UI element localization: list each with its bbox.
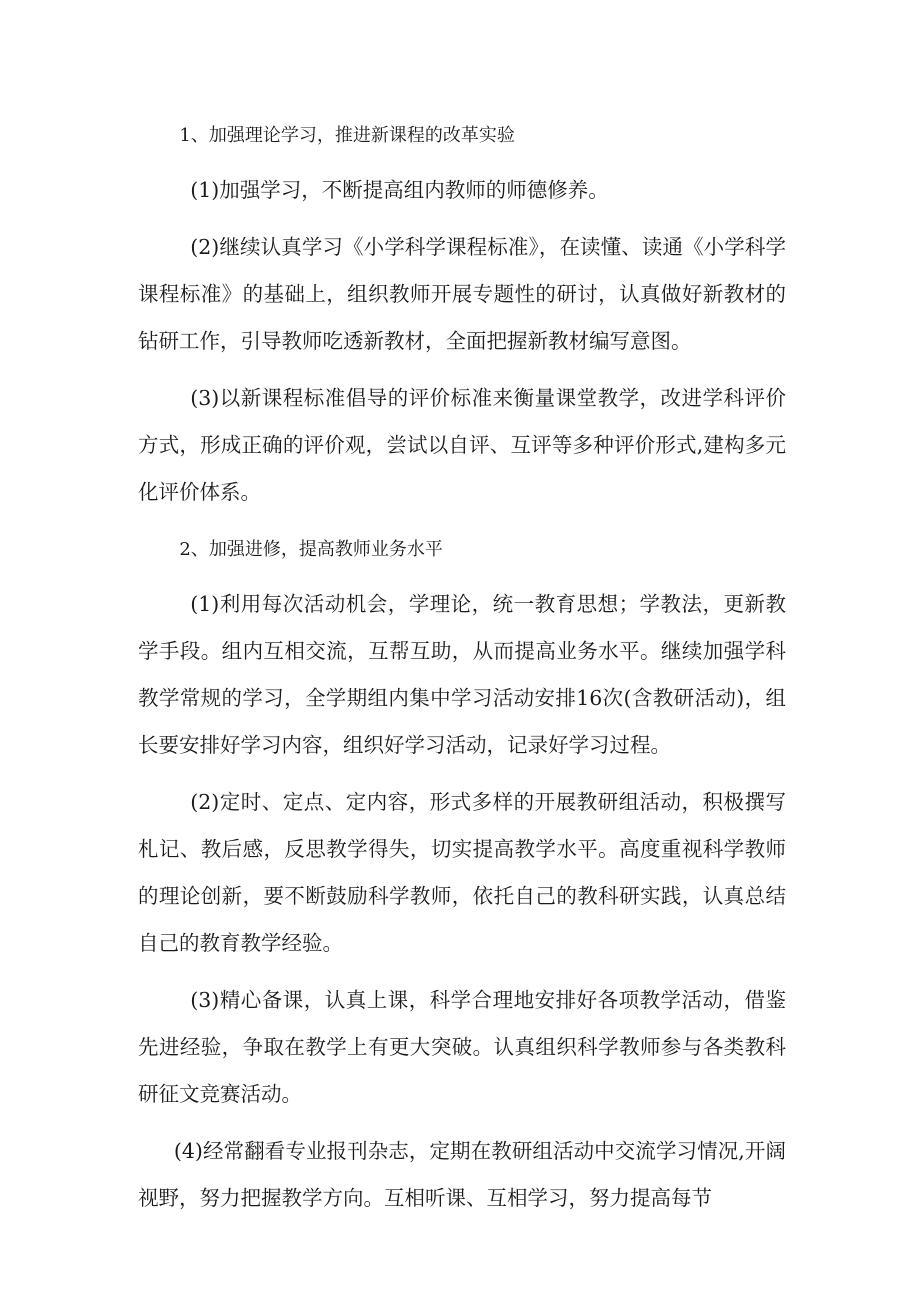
section-1-heading: 1、加强理论学习，推进新课程的改革实验	[179, 125, 515, 146]
section-1-item-1: (1)加强学习，不断提高组内教师的师德修养。	[190, 178, 609, 202]
document-body	[138, 112, 786, 1222]
section-1-item-3: (3)以新课程标准倡导的评价标准来衡量课堂教学，改进学科评价方式，形成正确的评价观，尝试以自评、互评等多种评价形式,建构多元化评价体系。	[138, 386, 786, 504]
section-2-item-4: (4)经常翻看专业报刊杂志，定期在教研组活动中交流学习情况,开阔视野，努力把握教学方向。互相听课、互相学习，努力提高每节	[138, 1139, 786, 1210]
section-1-item-2: (2)继续认真学习《小学科学课程标准》，在读懂、读通《小学科学课程标准》的基础上，组织教师开展专题性的研讨，认真做好新教材的钻研工作，引导教师吃透新教材，全面把握新教材编写意图。	[138, 235, 786, 353]
section-2-item-2: (2)定时、定点、定内容，形式多样的开展教研组活动，积极撰写札记、教后感，反思教学得失，切实提高教学水平。高度重视科学教师的理论创新，要不断鼓励科学教师，依托自己的教科研实践，认真总结自己的教育教学经验。	[138, 790, 786, 955]
section-2-heading: 2、加强进修，提高教师业务水平	[179, 539, 443, 560]
section-2-item-3: (3)精心备课，认真上课，科学合理地安排好各项教学活动，借鉴先进经验，争取在教学上有更大突破。认真组织科学教师参与各类教科研征文竞赛活动。	[138, 988, 786, 1106]
section-2-item-1: (1)利用每次活动机会，学理论，统一教育思想；学教法，更新教学手段。组内互相交流，互帮互助，从而提高业务水平。继续加强学科教学常规的学习，全学期组内集中学习活动安排16次(含教研活动)，组长要安排好学习内容，组织好学习活动，记录好学习过程。	[138, 592, 786, 757]
